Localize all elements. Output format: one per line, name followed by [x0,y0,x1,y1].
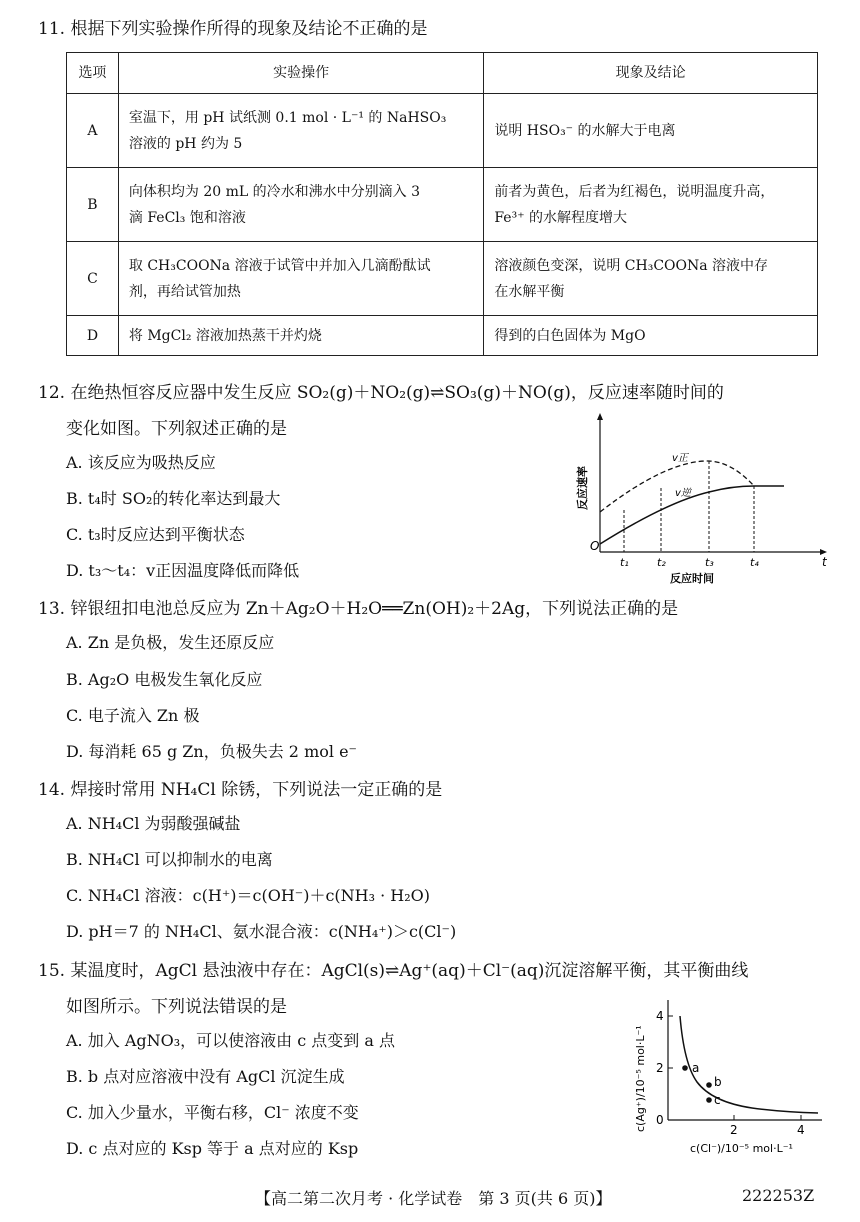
row-operation [118,168,483,242]
q11-stem: 11. 根据下列实验操作所得的现象及结论不正确的是 [38,19,428,39]
q12-rate-time-graph [572,410,830,588]
tick-t2: t₂ [657,556,666,569]
operation-line: 向体积均为 20 mL 的冷水和沸水中分别滴入 3 [128,183,420,200]
operation-line: 将 MgCl₂ 溶液加热蒸干并灼烧 [128,327,322,344]
point-c-label: c [714,1093,721,1107]
row-operation [118,94,483,168]
row-result [484,94,818,168]
y-axis-label: c(Ag⁺)/10⁻⁵ mol·L⁻¹ [634,1025,647,1132]
x-tick-label-2: 2 [730,1123,738,1137]
forward-rate-label: v正 [672,453,688,464]
q14-stem: 14. 焊接时常用 NH₄Cl 除锈，下列说法一定正确的是 [38,780,443,800]
paper-code: 222253Z [742,1186,815,1205]
q15-option-a: A. 加入 AgNO₃，可以使溶液由 c 点变到 a 点 [66,1031,395,1050]
operation-line: 溶液的 pH 约为 5 [128,135,243,152]
y-tick-label-2: 2 [656,1061,664,1075]
page-footer: 【高二第二次月考 · 化学试卷 第 3 页(共 6 页)】 [255,1189,612,1208]
reverse-rate-curve [600,486,784,544]
result-line: 在水解平衡 [494,283,565,300]
result-line: Fe³⁺ 的水解程度增大 [494,209,628,226]
q15-option-c: C. 加入少量水，平衡右移，Cl⁻ 浓度不变 [66,1103,359,1122]
operation-line: 室温下，用 pH 试纸测 0.1 mol · L⁻¹ 的 NaHSO₃ [128,109,447,126]
q15-option-d: D. c 点对应的 Ksp 等于 a 点对应的 Ksp [66,1139,359,1158]
q12-option-a: A. 该反应为吸热反应 [66,453,216,472]
row-operation [118,316,483,356]
q12-option-d: D. t₃～t₄：v正因温度降低而降低 [66,561,300,580]
operation-line: 剂，再给试管加热 [128,283,241,300]
tick-t1: t₁ [620,556,629,569]
tick-t4: t₄ [750,556,759,569]
header-result: 现象及结论 [484,53,818,94]
q12-option-b: B. t₄时 SO₂的转化率达到最大 [66,489,281,508]
x-axis-end-label: t [822,555,827,569]
y-tick-label-0: 0 [656,1113,664,1127]
point-a-label: a [692,1061,700,1075]
origin-label: O [590,539,600,553]
q14-option-c: C. NH₄Cl 溶液：c(H⁺)＝c(OH⁻)＋c(NH₃ · H₂O) [66,886,431,905]
q11-experiment-table [66,52,818,356]
q14-option-b: B. NH₄Cl 可以抑制水的电离 [66,850,273,869]
row-operation [118,242,483,316]
result-line: 说明 HSO₃⁻ 的水解大于电离 [494,122,676,139]
table-row [67,168,818,242]
operation-line: 滴 FeCl₃ 饱和溶液 [128,209,246,226]
q13-option-b: B. Ag₂O 电极发生氧化反应 [66,670,263,689]
point-b [706,1082,712,1088]
q14-option-d: D. pH＝7 的 NH₄Cl、氨水混合液：c(NH₄⁺)＞c(Cl⁻) [66,922,457,941]
row-result [484,242,818,316]
table-row [67,242,818,316]
q12-stem-line1: 12. 在绝热恒容反应器中发生反应 SO₂(g)＋NO₂(g)⇌SO₃(g)＋NO(g)，反应速率随时间的 [38,383,724,403]
q15-option-b: B. b 点对应溶液中没有 AgCl 沉淀生成 [66,1067,345,1086]
point-c [706,1097,712,1103]
x-axis-label: c(Cl⁻)/10⁻⁵ mol·L⁻¹ [690,1142,793,1155]
q12-stem-line2: 变化如图。下列叙述正确的是 [66,419,287,439]
table-row [67,316,818,356]
reverse-rate-label: v逆 [675,488,691,499]
tick-t3: t₃ [705,556,714,569]
y-axis-label: 反应速率 [576,466,589,510]
row-option: C [67,242,119,316]
equilibrium-curve [680,1016,818,1113]
x-tick-label-4: 4 [797,1123,805,1137]
table-header-row [67,53,818,94]
operation-line: 取 CH₃COONa 溶液于试管中并加入几滴酚酞试 [128,257,431,274]
q15-stem-line1: 15. 某温度时，AgCl 悬浊液中存在：AgCl(s)⇌Ag⁺(aq)＋Cl⁻(aq)沉淀溶解平衡，其平衡曲线 [38,961,749,981]
q15-solubility-graph [622,992,828,1162]
row-option: B [67,168,119,242]
q15-stem-line2: 如图所示。下列说法错误的是 [66,997,287,1017]
row-option: A [67,94,119,168]
q13-option-a: A. Zn 是负极，发生还原反应 [66,633,275,652]
row-option: D [67,316,119,356]
row-result [484,316,818,356]
header-operation: 实验操作 [118,53,483,94]
result-line: 得到的白色固体为 MgO [494,327,646,344]
x-axis-label: 反应时间 [670,572,714,585]
y-tick-label-4: 4 [656,1009,664,1023]
point-a [682,1065,688,1071]
result-line: 前者为黄色，后者为红褐色，说明温度升高， [494,183,775,200]
row-result [484,168,818,242]
header-option: 选项 [67,53,119,94]
q14-option-a: A. NH₄Cl 为弱酸强碱盐 [66,814,241,833]
q13-option-c: C. 电子流入 Zn 极 [66,706,200,725]
q12-option-c: C. t₃时反应达到平衡状态 [66,525,245,544]
result-line: 溶液颜色变深，说明 CH₃COONa 溶液中存 [494,257,769,274]
point-b-label: b [714,1075,722,1089]
y-axis-arrow [597,413,603,420]
q13-option-d: D. 每消耗 65 g Zn，负极失去 2 mol e⁻ [66,742,357,761]
forward-rate-curve [600,461,754,512]
table-row [67,94,818,168]
q13-stem: 13. 锌银纽扣电池总反应为 Zn＋Ag₂O＋H₂O══Zn(OH)₂＋2Ag，下列说法正确的是 [38,599,679,619]
